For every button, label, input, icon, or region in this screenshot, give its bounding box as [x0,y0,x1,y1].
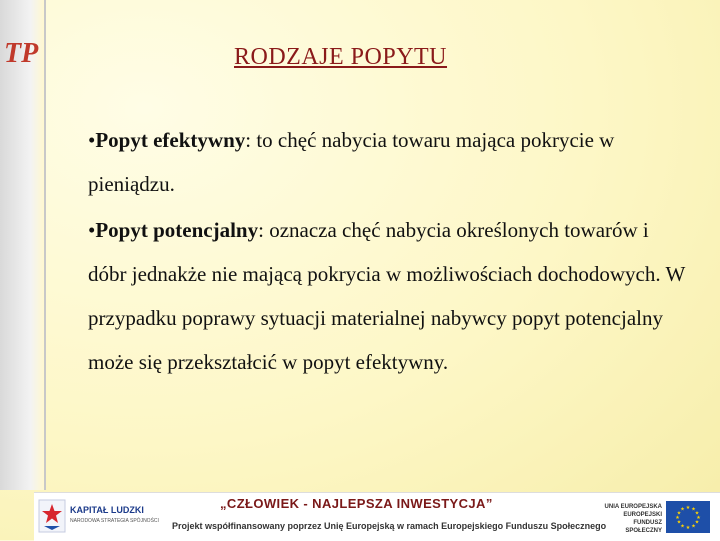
svg-text:★: ★ [691,506,696,513]
svg-text:★: ★ [685,505,691,511]
term-definition: : oznacza chęć nabycia określonych towarów i dóbr jednakże nie mającą pokrycia w możliwościach dochodowych. W przypadku poprawy sytuacji materialnej nabywcy popyt potencjalny może się przekształcić w popyt efektywny. [88,218,685,374]
eu-label-line: FUNDUSZ SPOŁECZNY [625,520,662,534]
eu-label-line: UNIA EUROPEJSKA [604,504,662,510]
footer-slogan: „CZŁOWIEK - NAJLEPSZA INWESTYCJA” [220,496,493,511]
slide-content [88,118,688,386]
tp-logo-text: TP [4,38,39,69]
bullet-marker: • [88,218,96,242]
eu-label [596,503,662,535]
svg-text:★: ★ [685,525,691,531]
kapital-ludzki-logo-icon [38,499,66,533]
svg-text:★: ★ [696,515,701,521]
footer-project-text: Projekt współfinansowany poprzez Unię Europejską w ramach Europejskiego Funduszu Społecznego [172,521,607,531]
svg-text:★: ★ [694,510,700,517]
term-label: Popyt efektywny [95,128,246,152]
eu-label-line: EUROPEJSKI [623,512,662,518]
svg-text:★: ★ [680,523,685,530]
eu-flag-icon [666,501,710,533]
svg-text:★: ★ [676,519,682,526]
slide-title: RODZAJE POPYTU [234,44,448,70]
footer-bar [34,492,720,541]
kapital-ludzki-subtitle: NARODOWA STRATEGIA SPÓJNOŚCI [70,518,159,524]
svg-text:★: ★ [675,515,680,521]
bullet-item [88,118,688,206]
svg-text:★: ★ [676,510,682,517]
term-definition: : to chęć nabycia towaru mająca pokrycie w pieniądzu. [88,128,615,196]
svg-text:★: ★ [680,506,685,513]
kapital-ludzki-name: KAPITAŁ LUDZKI [70,505,144,515]
svg-text:★: ★ [694,519,700,526]
bullet-marker: • [88,128,96,152]
svg-text:★: ★ [691,523,696,530]
left-decor-bar [0,0,46,490]
term-label: Popyt potencjalny [95,218,259,242]
bullet-item [88,208,688,384]
tp-logo [2,36,42,70]
